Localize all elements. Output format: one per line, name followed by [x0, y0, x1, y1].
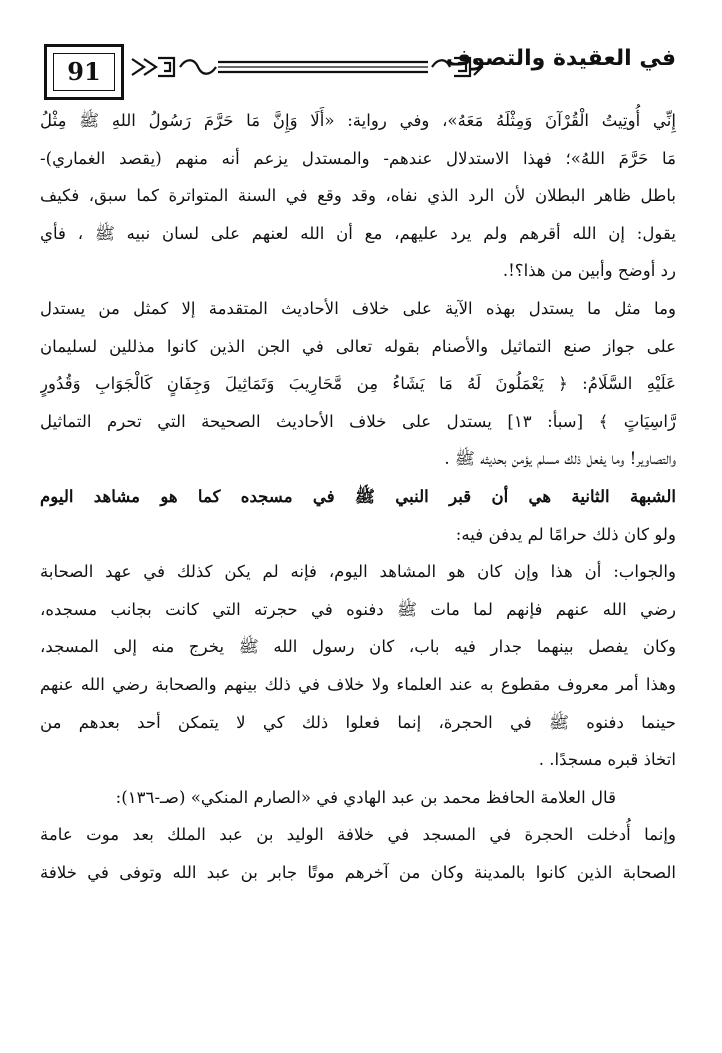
- page-header: [40, 40, 676, 100]
- text-line: الصحابة الذين كانوا بالمدينة وكان من آخرهم موتًا جابر بن عبد الله وتوفى في خلافة: [40, 862, 676, 882]
- text-line: على جواز صنع التماثيل والأصنام بقوله تعالى في الجن الذين كانوا مذللين لسليمان: [40, 336, 676, 356]
- text-line: وإنما أُدخلت الحجرة في المسجد في خلافة الوليد بن عبد الملك بعد موت عامة: [40, 825, 676, 845]
- page-number: 91: [67, 57, 101, 86]
- citation-line: قال العلامة الحافظ محمد بن عبد الهادي في «الصارم المنكي» (صـ-١٣٦):: [115, 787, 616, 807]
- text-line: ولو كان ذلك حرامًا لم يدفن فيه:: [455, 524, 676, 544]
- text-line: وما مثل ما يستدل بهذه الآية على خلاف الأحاديث المتقدمة إلا كمثل من يستدل: [40, 298, 676, 318]
- text-line: عَلَيْهِ السَّلَامُ: ﴿ يَعْمَلُونَ لَهُ مَا يَشَاءُ مِن مَّحَارِيبَ وَتَمَاثِيلَ وَجِفَانٍ كَالْجَوَابِ وَقُدُورٍ: [40, 374, 676, 394]
- running-title: في العقيدة والتصوف: [445, 46, 676, 71]
- text-line: يقول: إن الله أقرهم ولم يرد عليهم، مع أن الله لعنهم على لسان نبيه ﷺ ، فأي: [40, 223, 676, 243]
- text-line: مَا حَرَّمَ اللهُ»؛ فهذا الاستدلال عندهم- والمستدل يزعم أنه منهم (يقصد الغماري)-: [40, 148, 676, 168]
- text-line: وكان يفصل بينهما جدار فيه باب، كان رسول الله ﷺ يخرج منه إلى المسجد،: [40, 637, 676, 657]
- text-body: [40, 102, 676, 891]
- text-line: رد أوضح وأبين من هذا؟!.: [502, 261, 676, 281]
- text-line: باطل ظاهر البطلان لأن الرد الذي نفاه، وقد وقع في السنة المتواترة كما سبق، فكيف: [40, 186, 676, 206]
- text-line: إِنِّي أُوتِيتُ الْقُرْآنَ وَمِثْلَهُ مَعَهُ»، وفي رواية: «أَلَا وَإِنَّ مَا حَرَّمَ رَسُولُ اللهِ ﷺ مِثْلُ: [40, 111, 676, 130]
- page-number-box: [44, 44, 124, 100]
- section-heading-line: الشبهة الثانية هي أن قبر النبي ﷺ في مسجده كما هو مشاهد اليوم: [40, 485, 676, 506]
- text-line: اتخاذ قبره مسجدًا. .: [538, 750, 676, 770]
- text-line: حينما دفنوه ﷺ في الحجرة، إنما فعلوا ذلك كي لا يتمكن أحد بعدهم من: [40, 712, 676, 732]
- text-line: وهذا أمر معروف مقطوع به عند العلماء ولا خلاف في ذلك بينهم والصحابة رضي الله عنهم: [40, 674, 676, 694]
- text-line: والجواب: أن هذا وإن كان هو المشاهد اليوم، فإنه لم يكن كذلك في عهد الصحابة: [40, 562, 676, 582]
- text-line: رضي الله عنهم فإنهم لما مات ﷺ دفنوه في حجرته التي كانت بجانب مسجده،: [40, 599, 676, 619]
- text-line: والتصاوير! وما يفعل ذلك مسلم يؤمن بحديثه ﷺ .: [444, 449, 676, 469]
- text-line: رَّاسِيَاتٍ ﴾ [سبأ: ١٣] يستدل على خلاف الأحاديث الصحيحة التي تحرم التماثيل: [40, 411, 676, 431]
- header-ornament-icon: [128, 54, 486, 80]
